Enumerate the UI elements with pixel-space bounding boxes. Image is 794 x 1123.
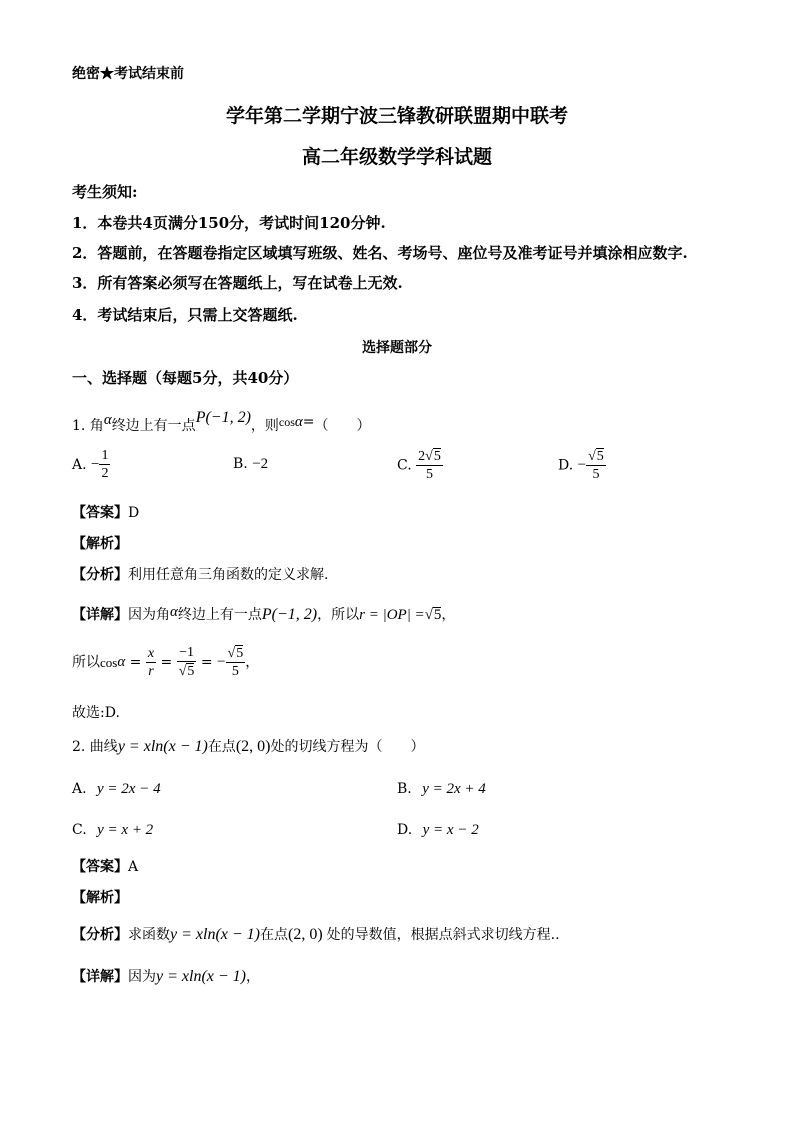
q1-stem-pre: 1. 角 bbox=[72, 418, 104, 434]
q1-detail-point: P(−1, 2) bbox=[261, 606, 318, 623]
q1-option-a-num: 1 bbox=[99, 448, 110, 465]
notice-item-1: 1．本卷共4页满分150分，考试时间120分钟. bbox=[72, 214, 386, 232]
q1-fenxi bbox=[72, 568, 328, 582]
q2-stem-pre: 2. 曲线 bbox=[72, 739, 118, 755]
q2-option-b-value: y = 2x + 4 bbox=[422, 781, 486, 797]
q1-option-a-label: A. bbox=[72, 456, 87, 473]
q1-detail-pre: 因为角 bbox=[128, 607, 170, 623]
q2-answer-tag: 【答案】 bbox=[72, 859, 128, 875]
q1-detail-line2: 所以cosα = $\frac{x}{r}$ = $\frac{-1}{√5}$ = − $\frac{√5}{5}$ ， bbox=[72, 645, 260, 680]
q1-stem bbox=[72, 410, 371, 433]
q1-r-eq: r = |OP| = bbox=[359, 607, 425, 623]
q2-fenxi-post: 处的导数值，根据点斜式求切线方程.. bbox=[326, 927, 560, 943]
q2-option-a-label: A. bbox=[72, 781, 87, 797]
q1-option-a-den: 2 bbox=[101, 466, 109, 482]
q2-fenxi-pre: 求函数 bbox=[128, 927, 170, 943]
q1-blank: （ ） bbox=[314, 418, 371, 434]
q2-point: (2, 0) bbox=[235, 738, 271, 755]
q1-stem-post: ，则 bbox=[250, 418, 279, 434]
q2-answer-value: A bbox=[128, 859, 139, 875]
q1-fenxi-text: 利用任意角三角函数的定义求解. bbox=[128, 567, 329, 583]
q1-line2-pre: 所以 bbox=[72, 654, 100, 671]
q1-option-d-sign: − bbox=[577, 456, 587, 473]
q1-option-d-rad: 5 bbox=[596, 449, 604, 464]
notice-item-2: 2．答题前，在答题卷指定区域填写班级、姓名、考场号、座位号及准考证号并填涂相应数字. bbox=[72, 244, 688, 262]
q2-option-b-label: B. bbox=[397, 781, 412, 797]
q2-option-c[interactable] bbox=[72, 823, 153, 838]
q1-analysis-tag: 【解析】 bbox=[72, 536, 128, 552]
q1-option-d[interactable] bbox=[558, 448, 606, 483]
q1-option-c[interactable] bbox=[397, 448, 443, 483]
q1-option-d-fraction bbox=[586, 448, 606, 483]
q1-option-b[interactable] bbox=[233, 457, 268, 472]
q2-stem-mid: 在点 bbox=[207, 739, 236, 755]
q1-option-c-coef: 2 bbox=[418, 449, 426, 464]
q1-stem-mid: 终边上有一点 bbox=[111, 418, 196, 434]
q1-answer bbox=[72, 506, 139, 520]
sqrt-icon: √ bbox=[424, 607, 433, 623]
q2-option-d[interactable] bbox=[397, 823, 479, 838]
q2-detail-post: ， bbox=[246, 969, 260, 985]
q1-alpha: α bbox=[103, 412, 112, 428]
q2-option-b[interactable] bbox=[397, 782, 486, 797]
q1-line2-den: 5 bbox=[231, 664, 239, 680]
q2-option-c-label: C. bbox=[72, 822, 87, 838]
q2-stem-post: 处的切线方程为（ ） bbox=[270, 739, 425, 755]
q1-r-rad: 5 bbox=[433, 607, 442, 623]
q2-func: y = xln(x − 1) bbox=[117, 738, 208, 755]
q1-line2-alpha: α bbox=[117, 653, 126, 670]
q2-detail-pre: 因为 bbox=[128, 969, 156, 985]
q1-answer-tag: 【答案】 bbox=[72, 505, 128, 521]
q2-option-c-value: y = x + 2 bbox=[97, 822, 154, 838]
q2-detail bbox=[72, 969, 260, 985]
q2-option-d-value: y = x − 2 bbox=[422, 822, 479, 838]
sqrt-icon: √ bbox=[425, 449, 433, 464]
q1-option-c-label: C. bbox=[397, 457, 412, 474]
q1-detail-mid: 终边上有一点 bbox=[177, 607, 262, 623]
q2-detail-tag: 【详解】 bbox=[72, 969, 128, 985]
q1-detail-alpha: α bbox=[170, 604, 178, 620]
notice-item-4: 4．考试结束后，只需上交答题纸. bbox=[72, 306, 298, 324]
q1-line2-r: r bbox=[148, 663, 154, 679]
q1-option-a-sign: − bbox=[91, 456, 100, 473]
q2-fenxi bbox=[72, 927, 560, 943]
q1-detail-comma: ， bbox=[441, 607, 456, 623]
q1-detail-line1 bbox=[72, 605, 455, 623]
q1-line2-cos: cos bbox=[100, 654, 118, 670]
q1-line2-rad: 5 bbox=[187, 664, 195, 680]
q2-fenxi-func: y = xln(x − 1) bbox=[170, 926, 260, 943]
q1-line2-frac2 bbox=[177, 645, 197, 680]
q1-alpha-2: α bbox=[294, 414, 303, 430]
notice-heading: 考生须知: bbox=[72, 183, 138, 201]
q2-fenxi-tag: 【分析】 bbox=[72, 927, 128, 943]
q1-option-b-value: −2 bbox=[252, 456, 269, 472]
q2-fenxi-point: (2, 0) bbox=[288, 926, 323, 943]
q1-detail-post: ，所以 bbox=[317, 607, 360, 623]
sqrt-icon: √ bbox=[227, 646, 236, 661]
q2-fenxi-mid: 在点 bbox=[260, 927, 288, 943]
q1-line2-neg1: −1 bbox=[177, 645, 197, 662]
q1-detail-tag: 【详解】 bbox=[72, 607, 128, 623]
q1-line2-frac3 bbox=[226, 645, 246, 680]
notice-item-3: 3．所有答案必须写在答题纸上，写在试卷上无效. bbox=[72, 274, 403, 292]
q2-analysis-tag: 【解析】 bbox=[72, 890, 128, 906]
q2-option-a[interactable] bbox=[72, 782, 161, 797]
sqrt-icon: √ bbox=[178, 664, 187, 680]
q1-option-c-fraction bbox=[416, 448, 443, 483]
q1-conclusion: 故选:D. bbox=[72, 705, 120, 721]
sqrt-icon: √ bbox=[588, 449, 596, 464]
q2-option-a-value: y = 2x − 4 bbox=[97, 781, 161, 797]
q1-fenxi-tag: 【分析】 bbox=[72, 567, 128, 583]
q1-equals: = bbox=[302, 414, 315, 430]
q1-answer-value: D bbox=[128, 505, 140, 521]
part-title: 选择题部分 bbox=[362, 340, 432, 356]
q2-option-d-label: D. bbox=[397, 822, 413, 838]
q1-point: P(−1, 2) bbox=[195, 409, 251, 426]
section-heading: 一、选择题（每题5分，共40分） bbox=[72, 369, 299, 387]
exam-subtitle: 高二年级数学学科试题 bbox=[301, 146, 492, 168]
exam-title: 学年第二学期宁波三锋教研联盟期中联考 bbox=[225, 105, 568, 127]
q2-answer bbox=[72, 860, 138, 874]
q1-option-d-den: 5 bbox=[592, 467, 600, 483]
q1-option-d-label: D. bbox=[558, 457, 574, 474]
q1-line2-frac1 bbox=[146, 646, 156, 680]
q1-option-a-fraction bbox=[99, 448, 110, 482]
q1-line2-rad2: 5 bbox=[236, 646, 244, 661]
q1-line2-x: x bbox=[146, 646, 156, 663]
q1-line2-neg: − bbox=[217, 653, 226, 670]
q1-option-c-den: 5 bbox=[425, 467, 433, 483]
q2-stem bbox=[72, 739, 424, 755]
secret-mark: 绝密★考试结束前 bbox=[72, 66, 184, 82]
q1-option-b-label: B. bbox=[233, 456, 248, 472]
q1-option-c-rad: 5 bbox=[433, 449, 441, 464]
q1-cos: cos bbox=[278, 415, 295, 429]
q1-line2-comma: ， bbox=[245, 654, 260, 671]
q2-detail-func: y = xln(x − 1) bbox=[156, 968, 246, 985]
q1-option-a[interactable] bbox=[72, 448, 110, 482]
